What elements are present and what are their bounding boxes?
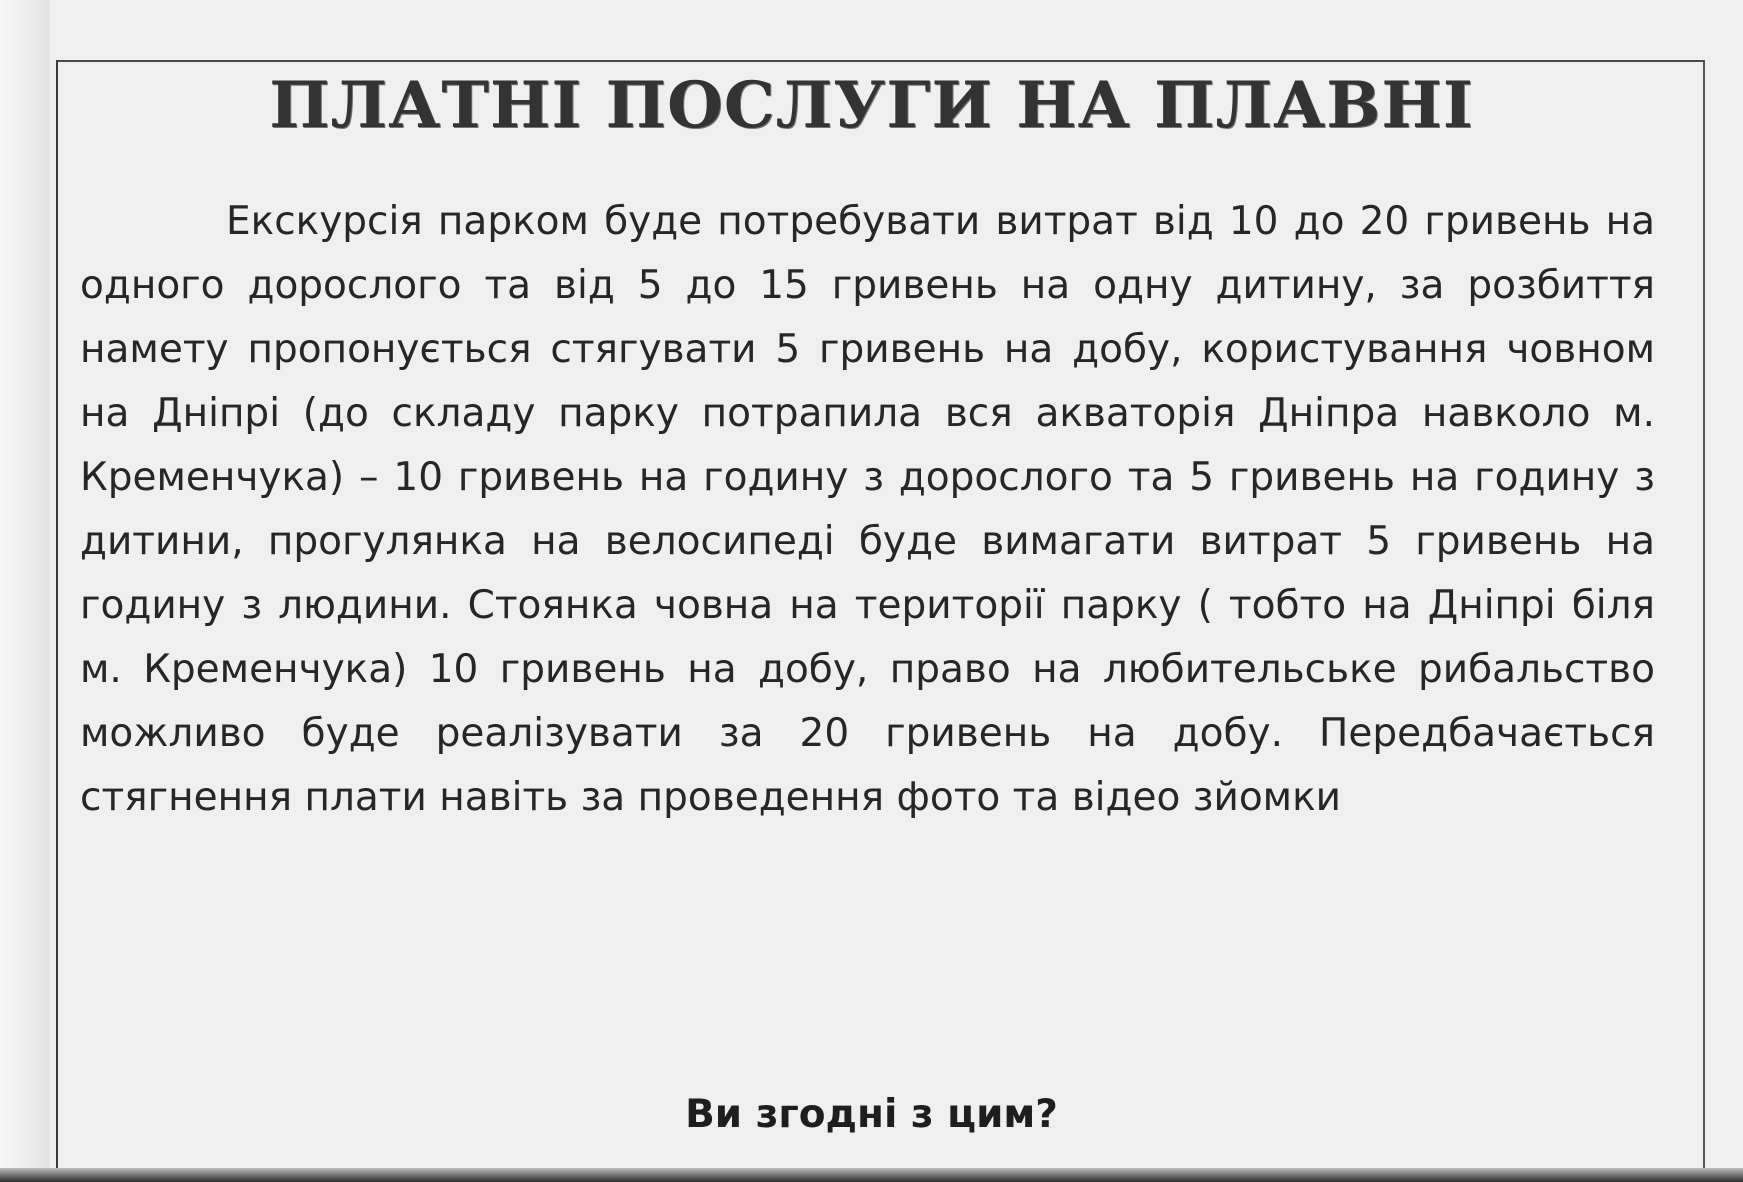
closing-question: Ви згодні з цим? <box>685 1092 1058 1137</box>
scan-left-edge <box>0 0 50 1182</box>
scan-bottom-shadow <box>0 1168 1743 1182</box>
document-body: Екскурсія парком буде потребувати витрат від 10 до 20 гривень на одного дорослого та від 5 до 15 гривень на одну дитину, за розбиття намету пропонується стягувати 5 гривень на добу, користування човном на Дніпрі (до складу парку потрапила вся акваторія Дніпра навколо м. Кременчука) – 10 гривень на годину з дорослого та 5 гривень на годину з дитини, прогулянка на велосипеді буде вимагати витрат 5 гривень на годину з людини. Стоянка човна на території парку ( тобто на Дніпрі біля м. Кременчука) 10 гривень на добу, право на любительське рибальство можливо буде реалізувати за 20 гривень на добу. Передбачається стягнення плати навіть за проведення фото та відео зйомки <box>80 199 1655 820</box>
document-title: ПЛАТНІ ПОСЛУГИ НА ПЛАВНІ <box>269 68 1474 143</box>
